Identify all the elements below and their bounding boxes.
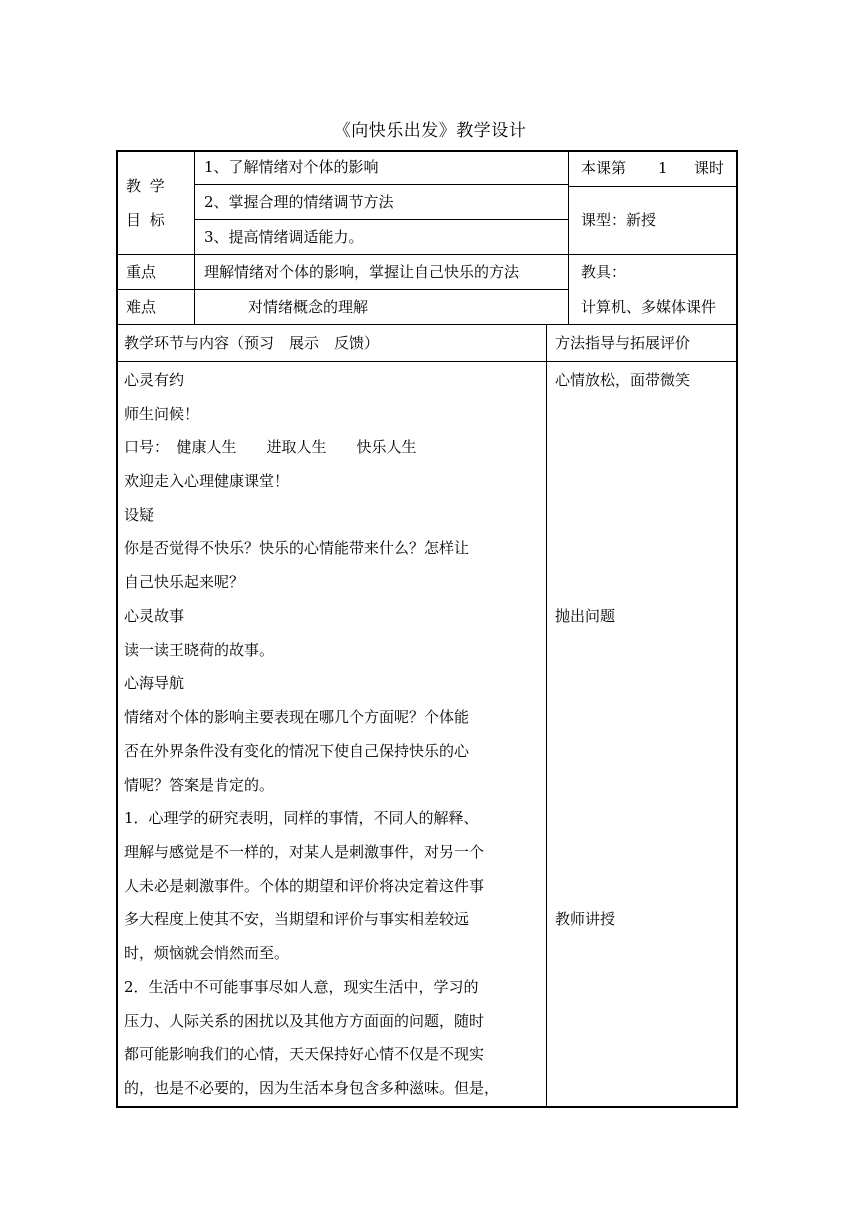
- table-rule: [546, 324, 547, 1108]
- content-column-header: 教学环节与内容（预习 展示 反馈）: [124, 334, 380, 352]
- content-line: 多大程度上使其不安，当期望和评价与事实相差较远: [124, 910, 470, 928]
- content-line: 时，烦恼就会悄然而至。: [124, 944, 290, 962]
- content-line: 欢迎走入心理健康课堂！: [124, 472, 290, 490]
- content-line: 情呢？答案是肯定的。: [124, 776, 275, 794]
- content-line: 师生问候！: [124, 405, 200, 423]
- lesson-count-number: 1: [658, 159, 668, 177]
- objective-item: 3、提高情绪调适能力。: [204, 228, 364, 246]
- key-point-label: 重点: [126, 263, 157, 281]
- content-line: 2．生活中不可能事事尽如人意，现实生活中，学习的: [124, 978, 479, 996]
- difficulty-text: 对情绪概念的理解: [248, 298, 369, 316]
- method-note: 心情放松，面带微笑: [555, 371, 691, 389]
- method-column-header: 方法指导与拓展评价: [555, 334, 691, 352]
- difficulty-label: 难点: [126, 298, 157, 316]
- content-line: 压力、人际关系的困扰以及其他方方面面的问题，随时: [124, 1012, 485, 1030]
- content-line: 人未必是刺激事件。个体的期望和评价将决定着这件事: [124, 877, 485, 895]
- objective-item: 2、掌握合理的情绪调节方法: [204, 193, 394, 211]
- lesson-count-suffix: 课时: [694, 159, 725, 177]
- table-rule: [568, 150, 569, 324]
- objectives-label-line2: 目 标: [126, 211, 167, 229]
- table-rule: [116, 254, 738, 255]
- table-rule: [116, 324, 738, 325]
- content-line: 心海导航: [124, 674, 185, 692]
- content-line: 心灵有约: [124, 371, 185, 389]
- lesson-plan-table: [116, 150, 738, 1108]
- content-line: 读一读王晓荷的故事。: [124, 641, 275, 659]
- content-line: 情绪对个体的影响主要表现在哪几个方面呢？个体能: [124, 708, 470, 726]
- objective-item: 1、了解情绪对个体的影响: [204, 158, 379, 176]
- table-rule: [194, 150, 195, 324]
- content-line: 否在外界条件没有变化的情况下使自己保持快乐的心: [124, 742, 470, 760]
- content-line: 设疑: [124, 506, 155, 524]
- table-rule: [116, 361, 738, 362]
- lesson-count-prefix: 本课第: [581, 159, 627, 177]
- table-rule: [116, 289, 568, 290]
- table-rule: [194, 219, 568, 220]
- content-line: 心灵故事: [124, 607, 185, 625]
- content-line: 都可能影响我们的心情，天天保持好心情不仅是不现实: [124, 1045, 485, 1063]
- method-note: 教师讲授: [555, 910, 616, 928]
- tools-label: 教具：: [581, 263, 627, 281]
- table-rule: [568, 186, 738, 187]
- document-title: 《向快乐出发》教学设计: [333, 121, 527, 141]
- content-line: 口号： 健康人生 进取人生 快乐人生: [124, 438, 417, 456]
- objectives-label-line1: 教 学: [126, 177, 167, 195]
- content-line: 的，也是不必要的，因为生活本身包含多种滋味。但是，: [124, 1079, 500, 1097]
- tools-text: 计算机、多媒体课件: [581, 298, 717, 316]
- key-point-text: 理解情绪对个体的影响，掌握让自己快乐的方法: [204, 263, 520, 281]
- lesson-type: 课型：新授: [581, 211, 657, 229]
- method-note: 抛出问题: [555, 607, 616, 625]
- table-rule: [194, 184, 568, 185]
- content-line: 你是否觉得不快乐？快乐的心情能带来什么？怎样让: [124, 539, 470, 557]
- content-line: 1．心理学的研究表明，同样的事情，不同人的解释、: [124, 809, 479, 827]
- content-line: 自己快乐起来呢？: [124, 573, 245, 591]
- content-line: 理解与感觉是不一样的，对某人是刺激事件，对另一个: [124, 843, 485, 861]
